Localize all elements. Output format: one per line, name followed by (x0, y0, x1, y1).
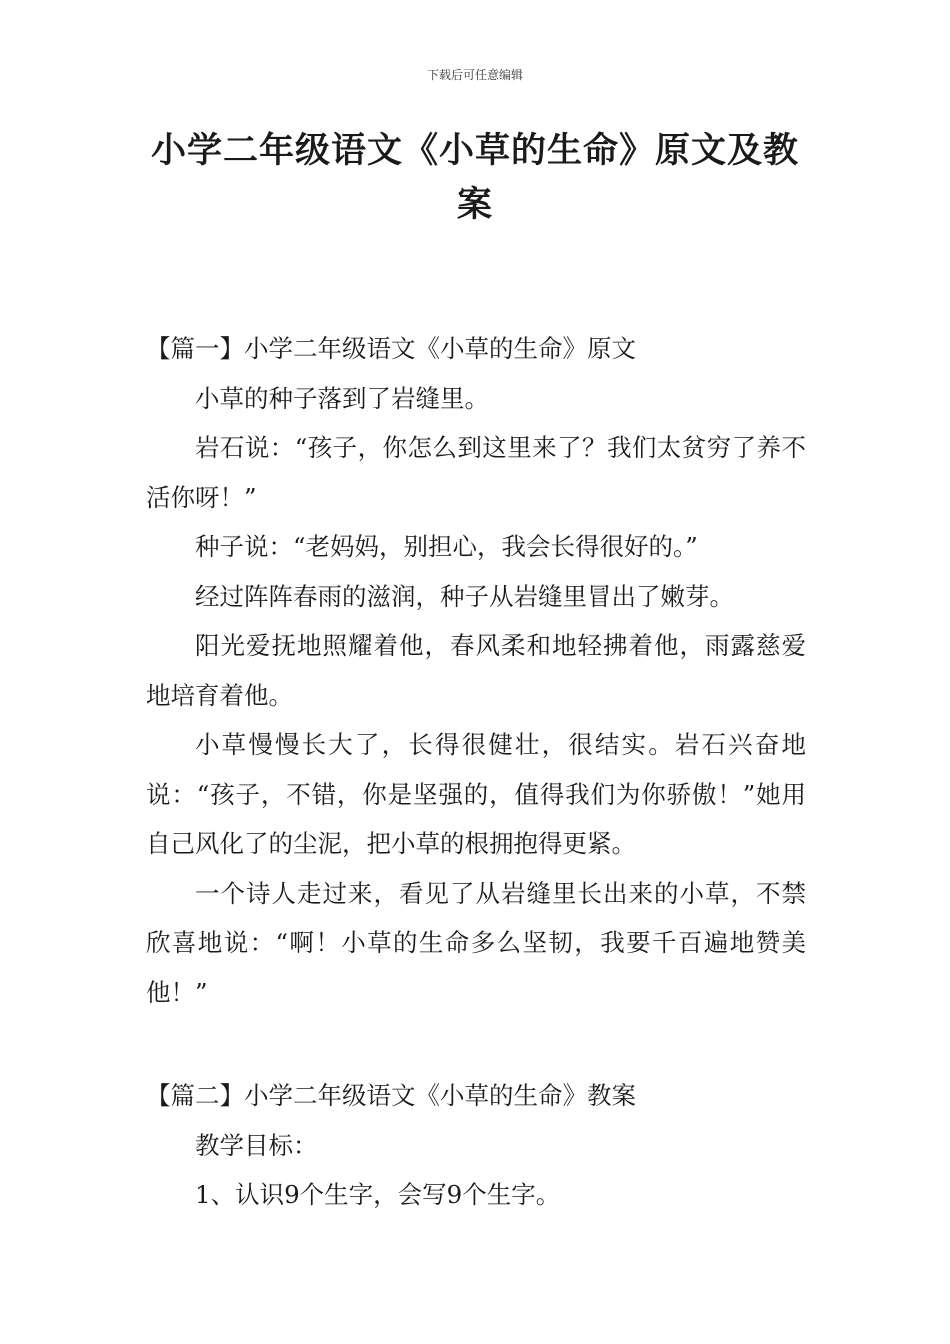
paragraph: 种子说：“老妈妈，别担心，我会长得很好的。” (195, 532, 698, 561)
document-title: 小学二年级语文《小草的生命》原文及教案 (150, 131, 799, 225)
paragraph: 1、认识9个生字，会写9个生字。 (195, 1180, 561, 1209)
paragraph: 阳光爱抚地照耀着他，春风柔和地轻拂着他，雨露慈爱地培育着他。 (146, 631, 806, 710)
section-heading: 【篇一】小学二年级语文《小草的生命》原文 (146, 334, 636, 363)
page-header-note: 下载后可任意编辑 (426, 68, 523, 82)
paragraph: 一个诗人走过来，看见了从岩缝里长出来的小草，不禁欣喜地说：“啊！小草的生命多么坚韧，我要千百遍地赞美他！” (146, 878, 806, 1007)
paragraph: 小草的种子落到了岩缝里。 (195, 383, 489, 413)
paragraph: 经过阵阵春雨的滋润，种子从岩缝里冒出了嫩芽。 (195, 581, 734, 611)
paragraph: 教学目标： (195, 1130, 318, 1160)
section-original-text (146, 324, 806, 1017)
paragraph: 岩石说：“孩子，你怎么到这里来了？我们太贫穷了养不活你呀！” (146, 433, 806, 512)
paragraph: 小草慢慢长大了，长得很健壮，很结实。岩石兴奋地说：“孩子，不错，你是坚强的，值得我们为你骄傲！”她用自己风化了的尘泥，把小草的根拥抱得更紧。 (146, 730, 806, 858)
section-heading: 【篇二】小学二年级语文《小草的生命》教案 (146, 1081, 636, 1110)
section-lesson-plan (146, 1071, 806, 1220)
